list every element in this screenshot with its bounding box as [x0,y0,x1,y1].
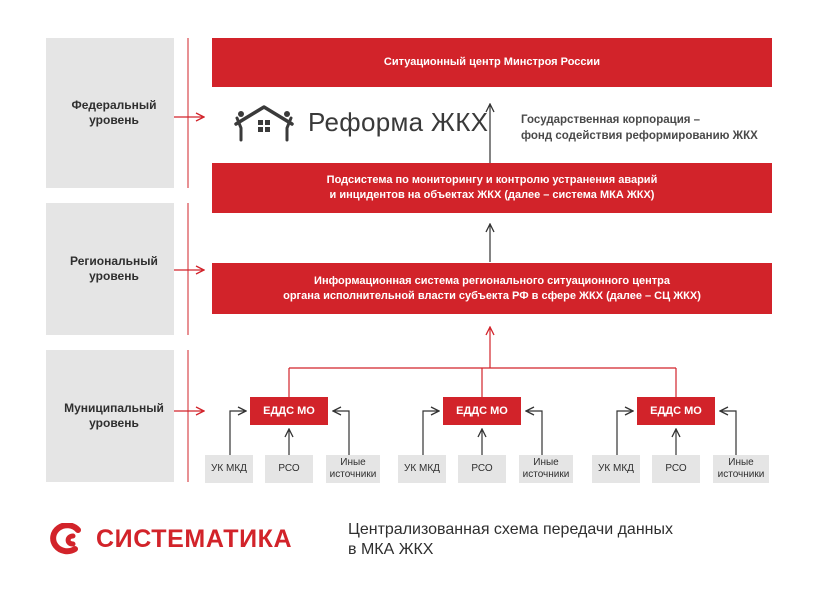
group2-ukmkd-arrow [423,411,439,455]
source-other-1 [326,455,380,483]
reforma-logo-text: Реформа ЖКХ [308,107,489,137]
edds-box-1 [250,397,328,425]
corp-description: Государственная корпорация – фонд содействия реформированию ЖКХ [521,114,758,142]
source-ukmkd-3 [592,455,640,483]
source-other-2 [519,455,573,483]
source-other-label-2: Иные источники [522,457,570,480]
mka-label: Подсистема по мониторингу и контролю устранения аварий и инцидентов на объектах ЖКХ (далее – система МКА ЖКХ) [326,174,658,201]
source-rso-2 [458,455,506,483]
brand-name: СИСТЕМАТИКА [96,525,293,553]
edds-label-2: ЕДДС МО [456,405,508,417]
regional-level-label: Региональный уровень [70,254,158,283]
group3-ukmkd-arrow [617,411,633,455]
sc-minstroy-label: Ситуационный центр Минстроя России [383,56,601,68]
sc-zhkh-box [212,263,772,314]
diagram-caption: Централизованная схема передачи данных в МКА ЖКХ [348,521,673,558]
edds-box-2 [443,397,521,425]
source-other-label-3: Иные источники [717,457,765,480]
mka-box [212,163,772,213]
s-swirl-icon [48,523,88,557]
group1-ukmkd-arrow [230,411,246,455]
source-rso-1 [265,455,313,483]
source-ukmkd-2 [398,455,446,483]
group3-other-arrow [720,411,736,455]
edds-box-3 [637,397,715,425]
source-ukmkd-1 [205,455,253,483]
source-rso-3 [652,455,700,483]
source-ukmkd-label-1: УК МКД [211,463,247,474]
house-people-icon [232,104,296,142]
municipal-level-label: Муниципальный уровень [64,401,164,430]
source-ukmkd-label-2: УК МКД [404,463,440,474]
source-other-3 [713,455,769,483]
source-other-label-1: Иные источники [329,457,377,480]
sc-zhkh-label: Информационная система регионального ситуационного центра органа исполнительной власти субъекта РФ в сфере ЖКХ (далее – СЦ ЖКХ) [283,274,701,302]
source-rso-label-2: РСО [471,463,493,474]
group1-other-arrow [333,411,349,455]
federal-level-label: Федеральный уровень [71,98,157,127]
source-rso-label-3: РСО [665,463,687,474]
edds-label-3: ЕДДС МО [650,405,702,417]
source-ukmkd-label-3: УК МКД [598,463,634,474]
sc-minstroy-box [212,38,772,87]
source-rso-label-1: РСО [278,463,300,474]
group2-other-arrow [526,411,542,455]
edds-label-1: ЕДДС МО [263,405,315,417]
